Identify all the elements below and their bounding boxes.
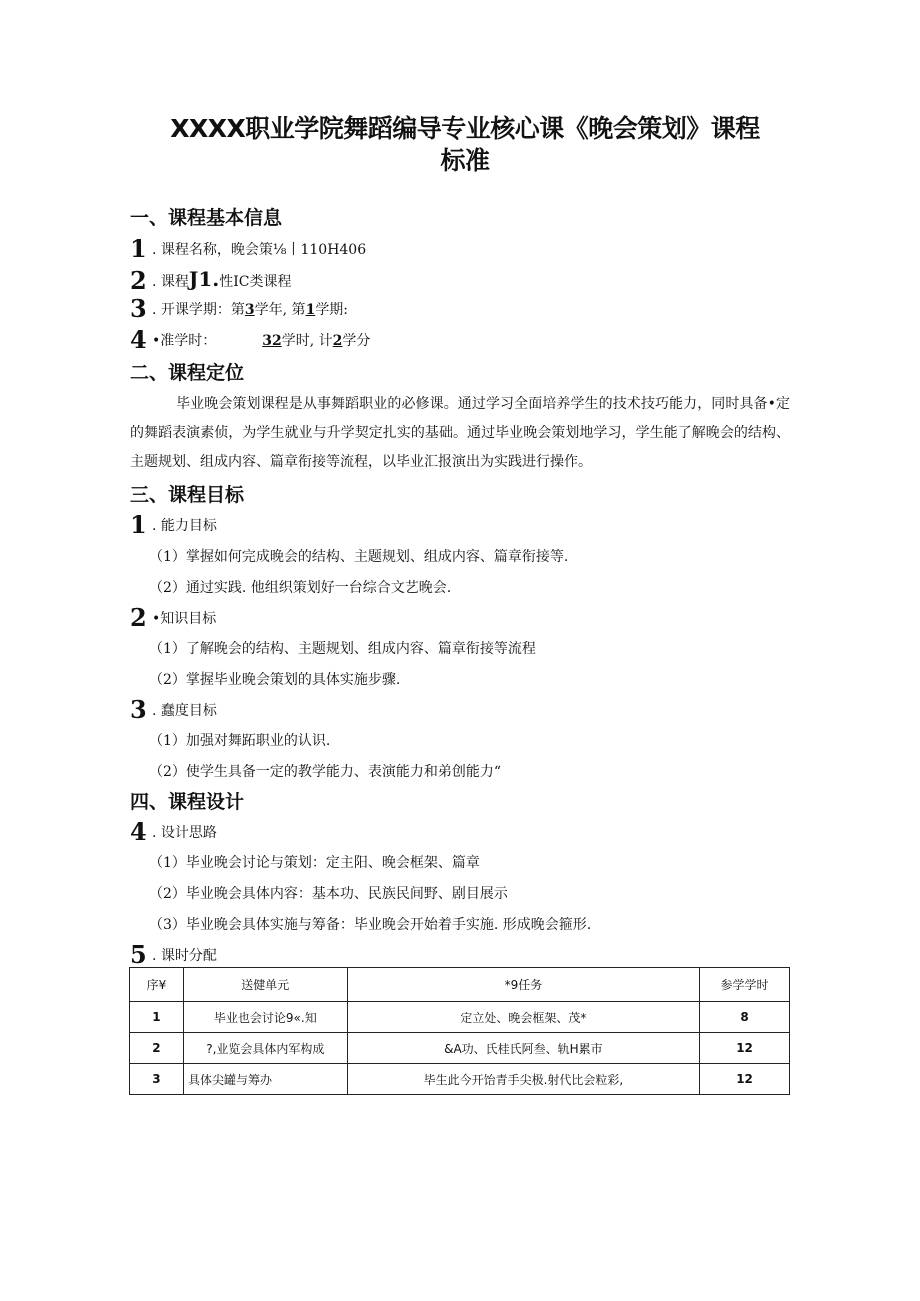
positioning-paragraph — [130, 390, 790, 477]
section1-heading: 一、课程基本信息 — [130, 207, 283, 229]
group-label: •知识目标 — [152, 611, 217, 627]
item-text-bold: J1. — [188, 267, 220, 291]
hours-value: 32 — [262, 333, 282, 349]
table-row — [130, 1033, 790, 1064]
section4-heading: 四、课程设计 — [130, 791, 245, 813]
info-item-1 — [130, 234, 367, 263]
table-cell: &A功、氏桂氏阿叁、轨H累市 — [347, 1033, 699, 1064]
item-text-mid: 学年, 第 — [254, 302, 306, 318]
hours-label: . 课时分配 — [152, 948, 217, 964]
goal-group-knowledge — [130, 603, 217, 632]
item-text-pre: . 课程 — [152, 274, 189, 290]
goal-item: （2）掌握毕业晚会策划的具体实施步骤. — [149, 672, 401, 688]
table-cell: 1 — [130, 1002, 184, 1033]
item-number: 3 — [130, 695, 147, 724]
item-text-post: 学期: — [315, 302, 349, 318]
table-header-row — [130, 968, 790, 1002]
table-cell: 12 — [700, 1064, 790, 1095]
design-item: （2）毕业晚会具体内容：基本功、民族民间野、剧目展示 — [149, 886, 508, 902]
design-item: （1）毕业晚会讨论与策划：定主阳、晚会框架、篇章 — [149, 855, 480, 871]
goal-item: （2）使学生具备一定的教学能力、表演能力和弟创能力“ — [149, 764, 502, 780]
table-cell: 具体尖罐与筹办 — [183, 1064, 347, 1095]
table-cell: 毕生此今开饴青手尖极.射代比会粒彩, — [347, 1064, 699, 1095]
item-number: 4 — [130, 817, 147, 846]
table-cell: 8 — [700, 1002, 790, 1033]
table-cell: 定立处、晚会框架、茂* — [347, 1002, 699, 1033]
table-cell: ?,业览会具体内军构成 — [183, 1033, 347, 1064]
table-cell: 毕业也会讨论9«.知 — [183, 1002, 347, 1033]
item-number: 3 — [130, 294, 147, 323]
item-number: 2 — [130, 603, 147, 632]
table-row — [130, 1064, 790, 1095]
item-text: . 课程名称，晚会策⅛丨110H406 — [152, 242, 367, 258]
item-text-pre: . 开课学期：第 — [152, 302, 245, 318]
goal-group-ability — [130, 510, 217, 539]
section2-heading: 二、课程定位 — [130, 362, 245, 384]
item-number: 1 — [130, 510, 147, 539]
table-header-cell: 送健单元 — [183, 968, 347, 1002]
item-text-post: 学分 — [342, 333, 371, 349]
item-number: 4 — [130, 325, 147, 354]
design-item: （3）毕业晚会具体实施与筹备：毕业晚会开始着手实施. 形成晚会箍形. — [149, 917, 592, 933]
table-row — [130, 1002, 790, 1033]
goal-item: （1）加强对舞跖职业的认识. — [149, 733, 331, 749]
goal-item: （2）通过实践. 他组织策划好一台综合文艺晚会. — [149, 580, 452, 596]
item-text-pre: •准学时： — [152, 333, 217, 349]
hours-table — [129, 967, 790, 1095]
table-header-cell: *9任务 — [347, 968, 699, 1002]
hours-allocation — [130, 940, 217, 969]
section3-heading: 三、课程目标 — [130, 484, 245, 506]
table-cell: 12 — [700, 1033, 790, 1064]
year-value: 3 — [244, 302, 255, 318]
term-value: 1 — [305, 302, 316, 318]
group-label: . 能力目标 — [152, 518, 217, 534]
table-header-cell: 参学学时 — [700, 968, 790, 1002]
positioning-text: 毕业晚会策划课程是从事舞蹈职业的必修课。通过学习全面培养学生的技术技巧能力，同时具备•定的舞蹈表演素侦，为学生就业与升学契定扎实的基础。通过毕业晚会策划地学习，学生能了解晚会的结构、主题规划、组成内容、篇章衔接等流程，以毕业汇报演出为实践进行操作。 — [130, 396, 790, 470]
info-item-4 — [130, 325, 371, 354]
table-header-cell: 序¥ — [130, 968, 184, 1002]
document-title-line2: 标准 — [440, 146, 490, 175]
info-item-3 — [130, 294, 349, 323]
credits-value: 2 — [332, 333, 343, 349]
goal-item: （1）了解晚会的结构、主题规划、组成内容、篇章衔接等流程 — [149, 641, 536, 657]
item-text: 性IC类课程 — [219, 274, 292, 290]
item-number: 2 — [130, 266, 147, 295]
design-label: . 设计思路 — [152, 825, 217, 841]
info-item-2 — [130, 267, 292, 294]
design-ideas — [130, 817, 217, 846]
table-cell: 2 — [130, 1033, 184, 1064]
item-text-mid: 学时, 计 — [281, 333, 333, 349]
item-number: 5 — [130, 940, 147, 969]
goal-item: （1）掌握如何完成晚会的结构、主题规划、组成内容、篇章衔接等. — [149, 549, 569, 565]
item-number: 1 — [130, 234, 147, 263]
goal-group-attitude — [130, 695, 217, 724]
group-label: . 蠢度目标 — [152, 703, 217, 719]
document-title-line1: XXXX职业学院舞蹈编导专业核心课《晚会策划》课程 — [170, 114, 760, 143]
table-cell: 3 — [130, 1064, 184, 1095]
